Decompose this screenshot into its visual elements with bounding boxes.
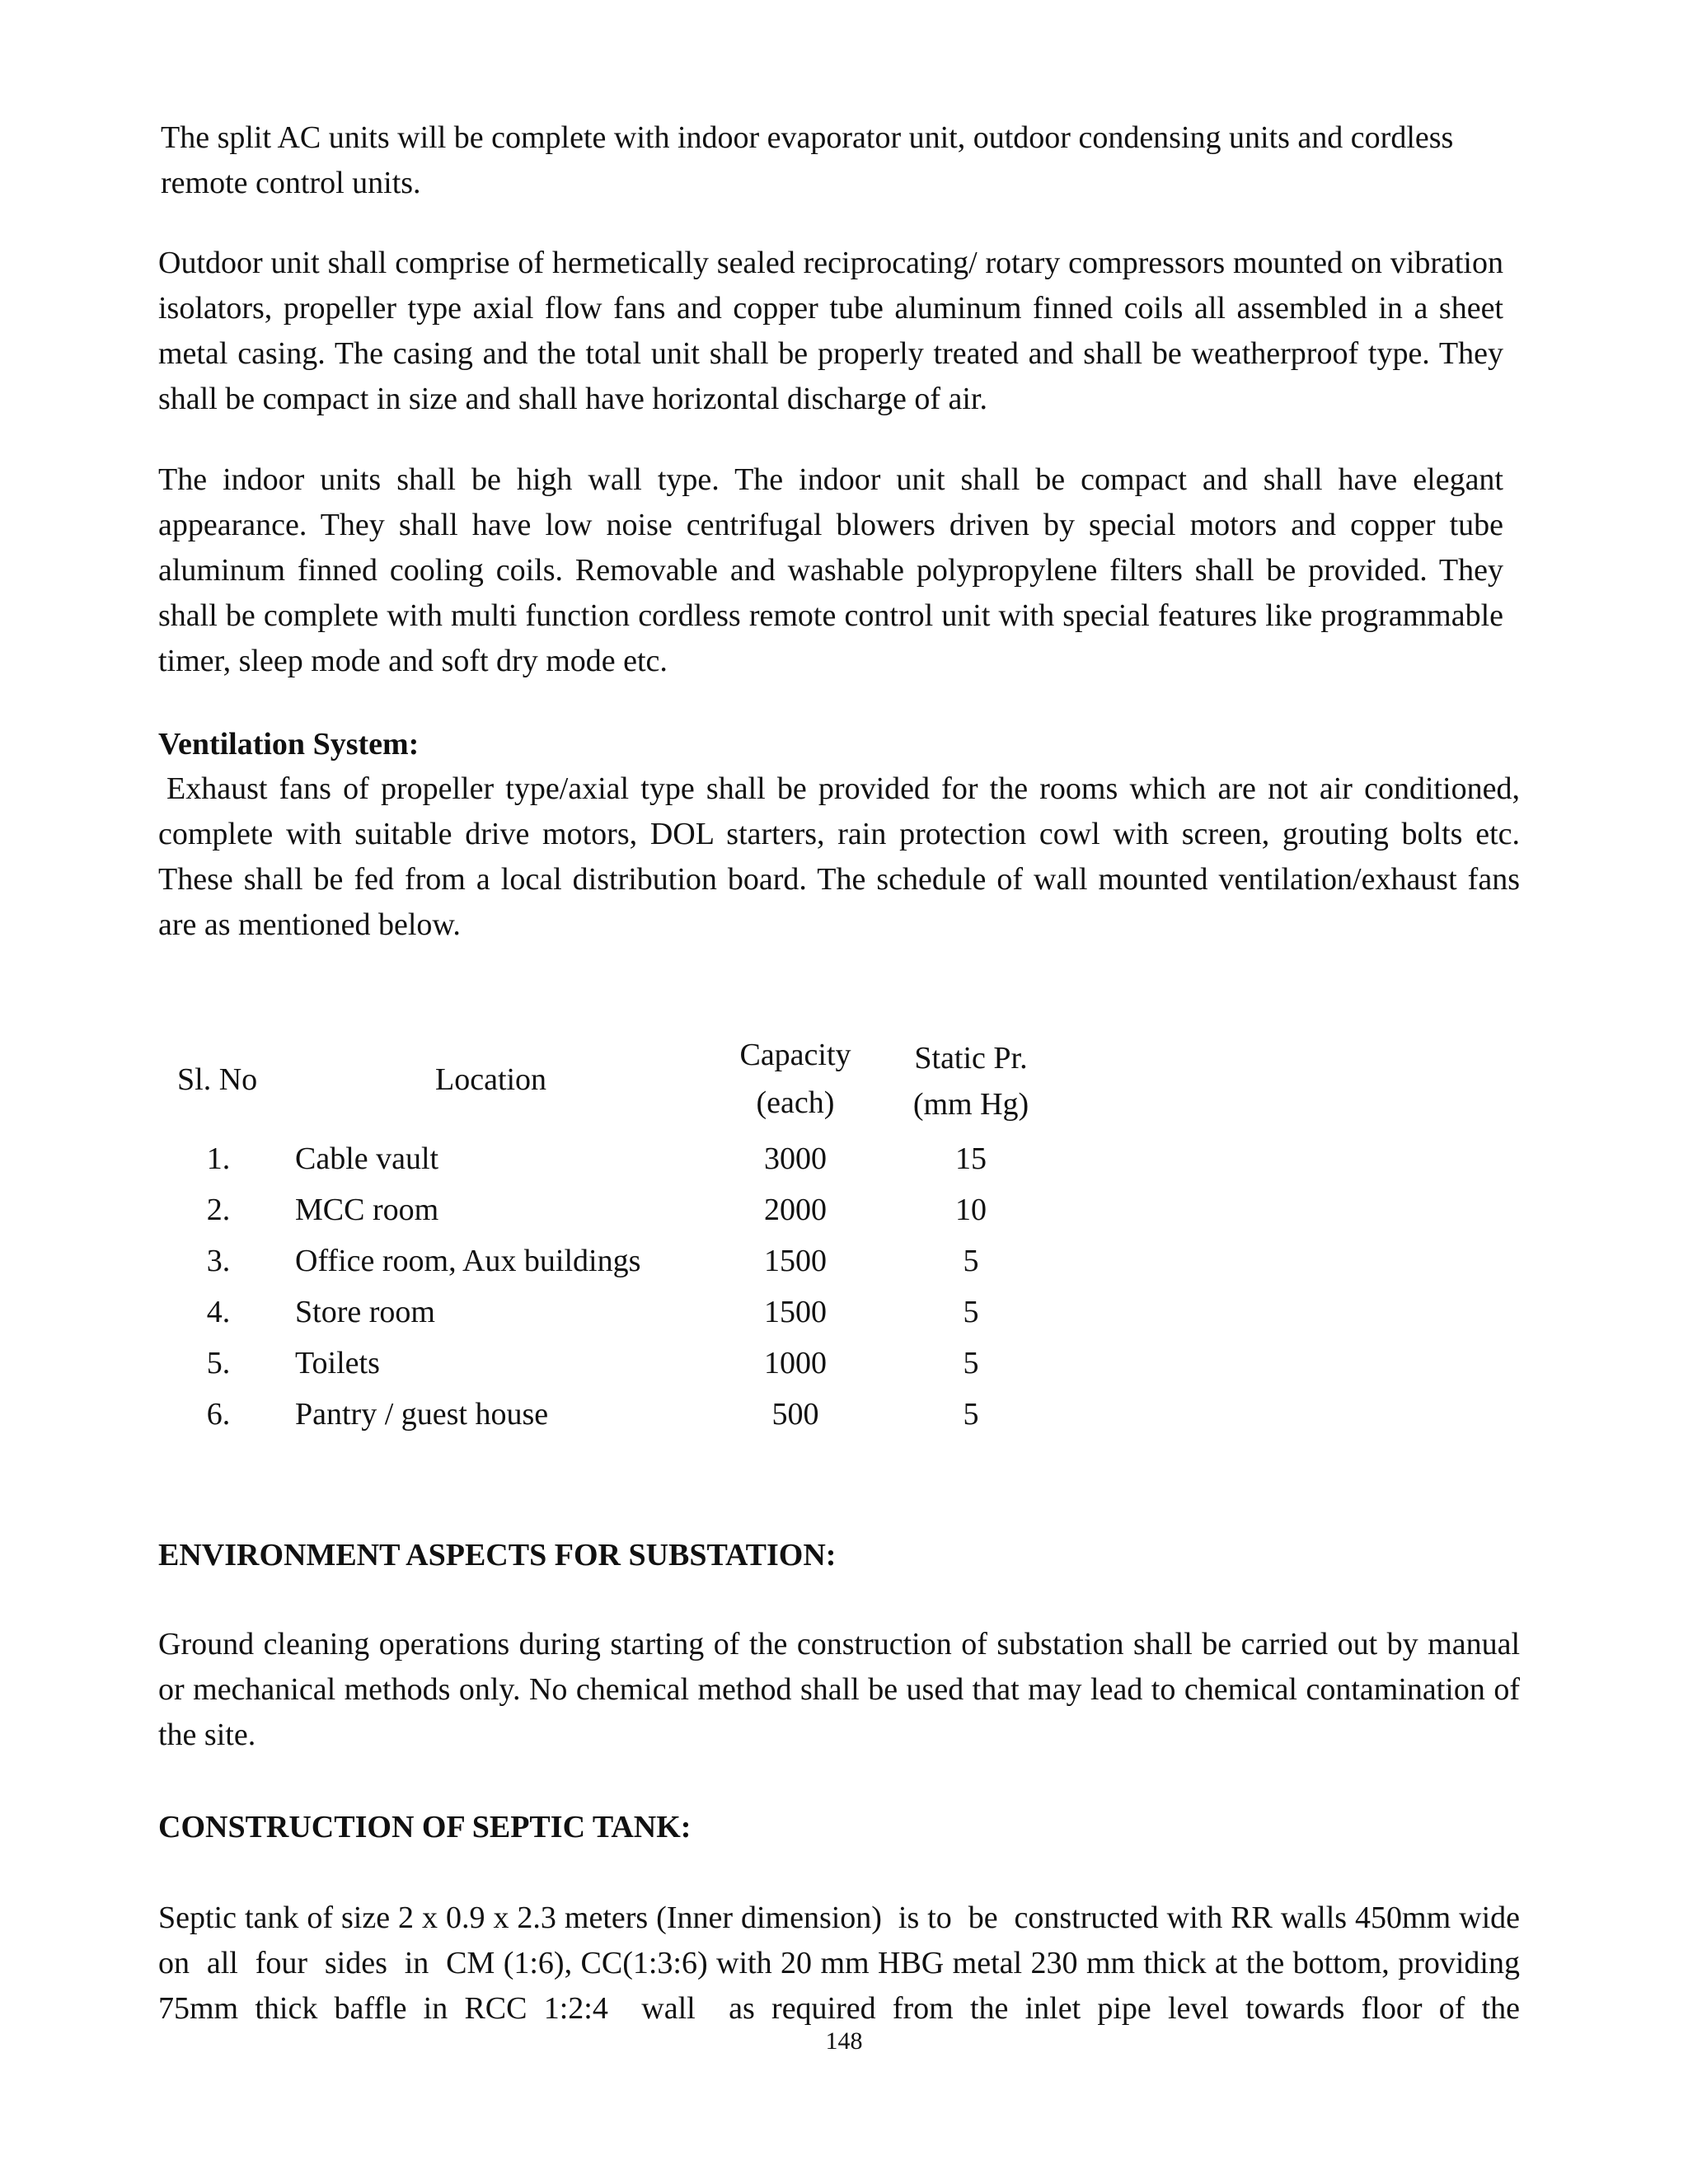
table-row-static: 5: [963, 1346, 979, 1380]
table-row-static: 5: [963, 1244, 979, 1278]
table-row-capacity: 1500: [764, 1295, 827, 1329]
table-row-capacity: 3000: [764, 1141, 827, 1176]
table-row-location: Cable vault: [295, 1141, 439, 1176]
table-row-static: 5: [963, 1295, 979, 1329]
table-row-location: Store room: [295, 1295, 435, 1329]
table-header-static-pressure-unit: (mm Hg): [912, 1087, 1029, 1122]
table-row-location: MCC room: [295, 1193, 439, 1227]
page-number: 148: [825, 2027, 863, 2055]
table-row-sl: 5.: [206, 1346, 231, 1380]
table-row-static: 5: [963, 1397, 979, 1432]
table-row-location: Office room, Aux buildings: [295, 1244, 641, 1278]
heading-ventilation-system: Ventilation System:: [158, 727, 420, 762]
paragraph-exhaust-fans: Exhaust fans of propeller type/axial type shall be provided for the rooms which are not air conditioned, complete with suitable drive motors, DOL starters, rain protection cowl with screen, grouting bolts etc. These shall be fed from a local distribution board. The schedule of wall mounted ventilation/exhaust fans are as mentioned below.: [158, 771, 1520, 942]
table-row-static: 10: [955, 1193, 987, 1227]
table-row-capacity: 1500: [764, 1244, 827, 1278]
table-row-location: Toilets: [295, 1346, 380, 1380]
table-row-capacity: 2000: [764, 1193, 827, 1227]
table-row-capacity: 1000: [764, 1346, 827, 1380]
table-header-capacity: Capacity: [739, 1038, 851, 1072]
table-header-location: Location: [435, 1062, 547, 1097]
paragraph-outdoor-unit: Outdoor unit shall comprise of hermetically sealed reciprocating/ rotary compressors mounted on vibration isolators, propeller type axial flow fans and copper tube aluminum finned coils all assembled in a sheet metal casing. The casing and the total unit shall be properly treated and shall be weatherproof type. They shall be compact in size and shall have horizontal discharge of air.: [158, 246, 1503, 416]
table-header-capacity-unit: (each): [756, 1085, 835, 1120]
table-row-sl: 1.: [206, 1141, 231, 1176]
table-header-static-pressure: Static Pr.: [914, 1041, 1028, 1076]
table-row-sl: 2.: [206, 1193, 231, 1227]
table-row-sl: 3.: [206, 1244, 231, 1278]
heading-septic-tank: CONSTRUCTION OF SEPTIC TANK:: [158, 1810, 692, 1844]
paragraph-septic-tank: Septic tank of size 2 x 0.9 x 2.3 meters (Inner dimension) is to be constructed with RR walls 450mm wide on all four sides in CM (1:6), CC(1:3:6) with 20 mm HBG metal 230 mm thick at the bottom, providing 75mm thick baffle in RCC 1:2:4 wall as required from the inlet pipe level towards floor of the: [158, 1900, 1528, 2026]
paragraph-split-ac: The split AC units will be complete with indoor evaporator unit, outdoor condensing units and cordless remote control units.: [161, 120, 1454, 200]
table-header-sl-no: Sl. No: [177, 1062, 258, 1097]
table-row-sl: 6.: [206, 1397, 231, 1432]
table-row-sl: 4.: [206, 1295, 231, 1329]
paragraph-ground-cleaning: Ground cleaning operations during starting of the construction of substation shall be carried out by manual or mechanical methods only. No chemical method shall be used that may lead to chemical contamination of the site.: [158, 1627, 1520, 1752]
table-row-location: Pantry / guest house: [295, 1397, 549, 1432]
paragraph-indoor-unit: The indoor units shall be high wall type. The indoor unit shall be compact and shall have elegant appearance. They shall have low noise centrifugal blowers driven by special motors and copper tube aluminum finned cooling coils. Removable and washable polypropylene filters shall be provided. They shall be complete with multi function cordless remote control unit with special features like programmable timer, sleep mode and soft dry mode etc.: [158, 462, 1503, 678]
table-row-capacity: 500: [771, 1397, 819, 1432]
heading-environment-aspects: ENVIRONMENT ASPECTS FOR SUBSTATION:: [158, 1538, 837, 1572]
table-row-static: 15: [955, 1141, 987, 1176]
